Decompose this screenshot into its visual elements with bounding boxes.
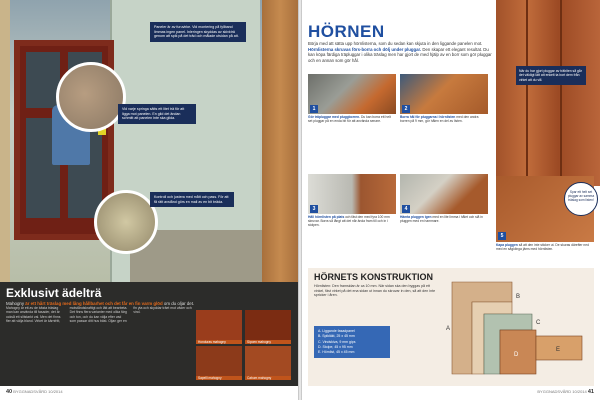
page-number: 40 <box>6 389 13 395</box>
wood-corner-strip <box>262 0 298 282</box>
tip-badge: Spar ett helt set pluggar av samma träslag som listen! <box>564 182 598 216</box>
box-lead: Mahogny är ett hårt träslag med lång hållbarhet och det får en fin varm glöd om du oljar det. <box>6 301 195 306</box>
right-page <box>302 0 600 400</box>
diagram-label: E <box>556 347 561 353</box>
legend-item: E. Hörnlist, 45 x 45 mm <box>318 350 355 355</box>
mahogany-box <box>0 282 298 386</box>
detail-circle-panel <box>56 62 126 132</box>
diagram-label: B <box>516 294 521 300</box>
legend-item: D. Stolpe, 45 x 95 mm <box>318 344 353 349</box>
legend-item: A. Liggande fasadpanel <box>318 329 355 333</box>
step-3: 3 Håll hörnlisten på plats och fäst den med fyra 100 mm skruvar. Borra så långt att det når ända fram till och in i stolpen. <box>308 174 396 228</box>
intro-text: Börja med att sätta upp hörnlisterna, som du sedan kan skjuta in den liggande panelen mot. Hörnlisterna skruvas förs-borra och dölj under pluggar. Den skapar ett elegant resultat. Du kan köpa färdiga träpluggar i olika träslag men har gjort de med hjälp av en borr som gör pluggar och en annan som gör hål. <box>308 41 492 63</box>
box-title: Exklusivt ädelträ <box>6 286 102 300</box>
step-1: 1 Gör träpluggar med pluggborren. Du kan borra ett helt set pluggar på en enda bit för att använda senare. <box>308 74 396 128</box>
left-footer <box>6 389 63 395</box>
diagram-label: C <box>536 320 541 326</box>
step-2: 2 Borra hål för pluggarna i hörnlisten med den andra borren på 9 mm, gör hålen en del av listen. <box>400 74 488 128</box>
construction-text: Hörnlisten: Den framsidan är ca 10 mm. När sidan ska den byggas på ett vinkel, fäst virket på det ena sidan ut innan du skruvar in den, så att den inte spricker i åren. <box>314 284 436 298</box>
construction-legend <box>314 326 390 358</box>
swatch-cabum: Cabum mahogny <box>245 346 291 379</box>
swatch-honduras: Honduras mahogny <box>196 310 242 343</box>
footer-text: BYGGNADSVÅRD 10/2014 <box>13 389 63 394</box>
step-5: 5 Kapa pluggen så att den inte sticker ut. De skuras därefter ned med en sågklinga jäms med hörnlisten. <box>496 176 594 260</box>
step-number: 4 <box>402 205 410 213</box>
page-number: 41 <box>587 389 594 395</box>
mahogany-corner-photo <box>496 0 600 186</box>
wall-board <box>0 0 10 282</box>
step-number: 3 <box>310 205 318 213</box>
step-number: 1 <box>310 105 318 113</box>
wood-swatches <box>196 310 292 380</box>
right-footer <box>537 389 594 395</box>
step-grid <box>308 74 494 260</box>
construction-title: HÖRNETS KONSTRUKTION <box>314 272 433 282</box>
footer-text: BYGGNADSVÅRD 10/2014 <box>537 389 587 394</box>
step-number: 5 <box>498 232 506 240</box>
house-facade-photo <box>0 0 298 282</box>
step-4: 4 Hämta pluggen igen med en lite limma i hålet och slå in pluggen med en hammare. <box>400 174 488 228</box>
corner-diagram <box>442 274 590 382</box>
diagram-label: A <box>446 326 451 332</box>
callout-spacer-info: Vid varje springa sätts ett litet trä för att ligga mot panelen. En glid det ändan schmitt att panelen inte ska glida. <box>118 104 196 124</box>
legend-item: C. Vindskiva, 9 mm gips <box>318 339 356 344</box>
step-number: 2 <box>402 105 410 113</box>
section-heading: HÖRNEN <box>308 22 385 41</box>
diagram-label: D <box>514 352 519 358</box>
swatch-sapelli: Sapelli mahogny <box>196 346 242 379</box>
callout-measure-info: Kontroll och justera med mått och pass. För att få rätt avstånd görs en mall av en bit bräda. <box>150 192 234 207</box>
plug-callout: När du har gjort pluggar av träbiten så går det väldigt lätt att enkelt ta bort dem från virket att du vill. <box>516 66 586 85</box>
swatch-sipoen: Sipoen mahogny <box>245 310 291 343</box>
left-page <box>0 0 298 400</box>
construction-box <box>308 268 594 386</box>
detail-circle-joint <box>94 190 158 254</box>
legend-item: B. Spikläkt, 25 x 45 mm <box>318 334 355 339</box>
callout-panel-info: Paneler är av furuvirke. Vid montering på fyllband limmas ingen panel. Inleringen skyddas av skivkträ genom att spik på det träd och målade utsidan på att. <box>150 22 246 42</box>
box-body: Mahogny är ett av de bästa träslag man kan använda till fasader, det är också ett slitstarkt val. Men det finns fler att välja bland. Virket är kärnfritt, motståndskraftigt och lätt att bearbeta. Det finns flera varianter med olika färg och ton, och du kan välja efter vad som passar ditt hus bäst. Oljan ger en fin yta och skyddar träet mot väder och vind. <box>6 306 192 323</box>
